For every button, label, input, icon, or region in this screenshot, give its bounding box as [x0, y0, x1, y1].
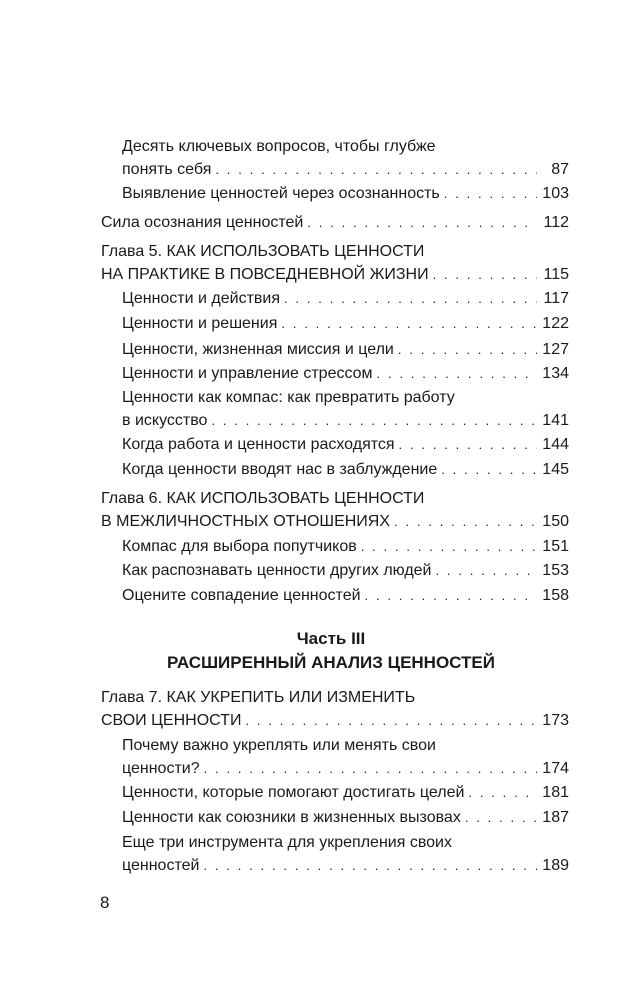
toc-chapter[interactable] — [101, 711, 569, 731]
toc-entry[interactable] — [122, 289, 569, 309]
toc-entry[interactable] — [122, 783, 569, 803]
chapter-title: В МЕЖЛИЧНОСТНЫХ ОТНОШЕНИЯХ — [101, 513, 391, 530]
page-number: 8 — [100, 893, 110, 912]
part-title: РАСШИРЕННЫЙ АНАЛИЗ ЦЕННОСТЕЙ — [167, 653, 495, 672]
chapter-title: Глава 6. КАК ИСПОЛЬЗОВАТЬ ЦЕННОСТИ — [101, 490, 425, 507]
dot-leader — [284, 289, 537, 309]
toc-entry-title: Как распознавать ценности других людей — [122, 562, 432, 579]
chapter-title: Глава 5. КАК ИСПОЛЬЗОВАТЬ ЦЕННОСТИ — [101, 243, 425, 260]
toc-entry-title: ценности? — [122, 760, 200, 777]
toc-entry[interactable] — [122, 340, 569, 360]
toc-page-number: 144 — [542, 436, 569, 453]
part-label: Часть III — [296, 629, 366, 648]
dot-leader — [433, 265, 537, 285]
toc-entry[interactable] — [122, 561, 569, 581]
toc-entry-title: Выявление ценностей через осознанность — [122, 185, 440, 202]
toc-entry-title: Ценности и решения — [122, 315, 278, 332]
toc-entry[interactable] — [122, 856, 569, 876]
toc-entry[interactable] — [122, 364, 569, 384]
toc-page-number: 174 — [542, 760, 569, 777]
dot-leader — [365, 586, 537, 606]
toc-entry[interactable] — [122, 808, 569, 828]
toc-entry[interactable] — [101, 213, 569, 233]
dot-leader — [441, 460, 537, 480]
toc-entry-title: Оцените совпадение ценностей — [122, 587, 361, 604]
toc-entry-title: Десять ключевых вопросов, чтобы глубже — [122, 138, 436, 155]
toc-entry-title: Ценности и действия — [122, 290, 280, 307]
toc-entry[interactable] — [122, 759, 569, 779]
toc-page-number: 151 — [542, 538, 569, 555]
dot-leader — [444, 184, 537, 204]
dot-leader — [399, 435, 537, 455]
toc-page-number: 141 — [542, 412, 569, 429]
dot-leader — [215, 160, 537, 180]
toc-entry-title: Почему важно укреплять или менять свои — [122, 737, 436, 754]
toc-entry[interactable] — [122, 537, 569, 557]
toc-entry-title: Ценности, жизненная миссия и цели — [122, 341, 394, 358]
dot-leader — [377, 364, 537, 384]
dot-leader — [307, 213, 537, 233]
dot-leader — [204, 759, 537, 779]
toc-entry-title: Ценности и управление стрессом — [122, 365, 373, 382]
toc-page-number: 112 — [543, 214, 569, 231]
toc-entry-title: Еще три инструмента для укрепления своих — [122, 834, 452, 851]
toc-entry-title: Компас для выбора попутчиков — [122, 538, 357, 555]
toc-page-number: 122 — [542, 315, 569, 332]
toc-page-number: 181 — [542, 784, 569, 801]
toc-entry-title: Ценности, которые помогают достигать целей — [122, 784, 465, 801]
dot-leader — [435, 561, 537, 581]
toc-page-number: 173 — [542, 712, 569, 729]
toc-chapter[interactable] — [101, 265, 569, 285]
dot-leader — [361, 537, 537, 557]
dot-leader — [465, 808, 537, 828]
toc-page-number: 187 — [542, 809, 569, 826]
toc-page-number: 153 — [542, 562, 569, 579]
toc-entry-title: ценностей — [122, 857, 200, 874]
toc-page-number: 134 — [542, 365, 569, 382]
toc-page-number: 115 — [543, 266, 569, 283]
dot-leader — [211, 411, 537, 431]
toc-entry-title: в искусство — [122, 412, 208, 429]
chapter-title: Глава 7. КАК УКРЕПИТЬ ИЛИ ИЗМЕНИТЬ — [101, 689, 416, 706]
toc-entry-title: Ценности как компас: как превратить работу — [122, 389, 455, 406]
toc-page-number: 117 — [543, 290, 569, 307]
toc-page-number: 158 — [542, 587, 569, 604]
toc-entry-title: Ценности как союзники в жизненных вызовах — [122, 809, 461, 826]
toc-entry-title: Когда ценности вводят нас в заблуждение — [122, 461, 438, 478]
toc-page-number: 189 — [542, 857, 569, 874]
toc-page-number: 145 — [542, 461, 569, 478]
toc-chapter[interactable] — [101, 512, 569, 532]
chapter-title: СВОИ ЦЕННОСТИ — [101, 712, 242, 729]
toc-page-number: 87 — [551, 161, 569, 178]
toc-entry[interactable] — [122, 460, 569, 480]
toc-entry[interactable] — [122, 160, 569, 180]
dot-leader — [394, 512, 537, 532]
toc-entry-title: Когда работа и ценности расходятся — [122, 436, 395, 453]
toc-entry[interactable] — [122, 435, 569, 455]
dot-leader — [398, 340, 537, 360]
dot-leader — [281, 314, 537, 334]
dot-leader — [203, 856, 537, 876]
toc-page-number: 127 — [542, 341, 569, 358]
toc-entry-title: понять себя — [122, 161, 212, 178]
dot-leader — [468, 783, 537, 803]
chapter-title: НА ПРАКТИКЕ В ПОВСЕДНЕВНОЙ ЖИЗНИ — [101, 266, 429, 283]
toc-entry[interactable] — [122, 314, 569, 334]
toc-page-number: 150 — [542, 513, 569, 530]
toc-entry[interactable] — [122, 586, 569, 606]
dot-leader — [245, 711, 537, 731]
toc-entry-title: Сила осознания ценностей — [101, 214, 304, 231]
toc-page-number: 103 — [542, 185, 569, 202]
toc-entry[interactable] — [122, 411, 569, 431]
toc-entry[interactable] — [122, 184, 569, 204]
